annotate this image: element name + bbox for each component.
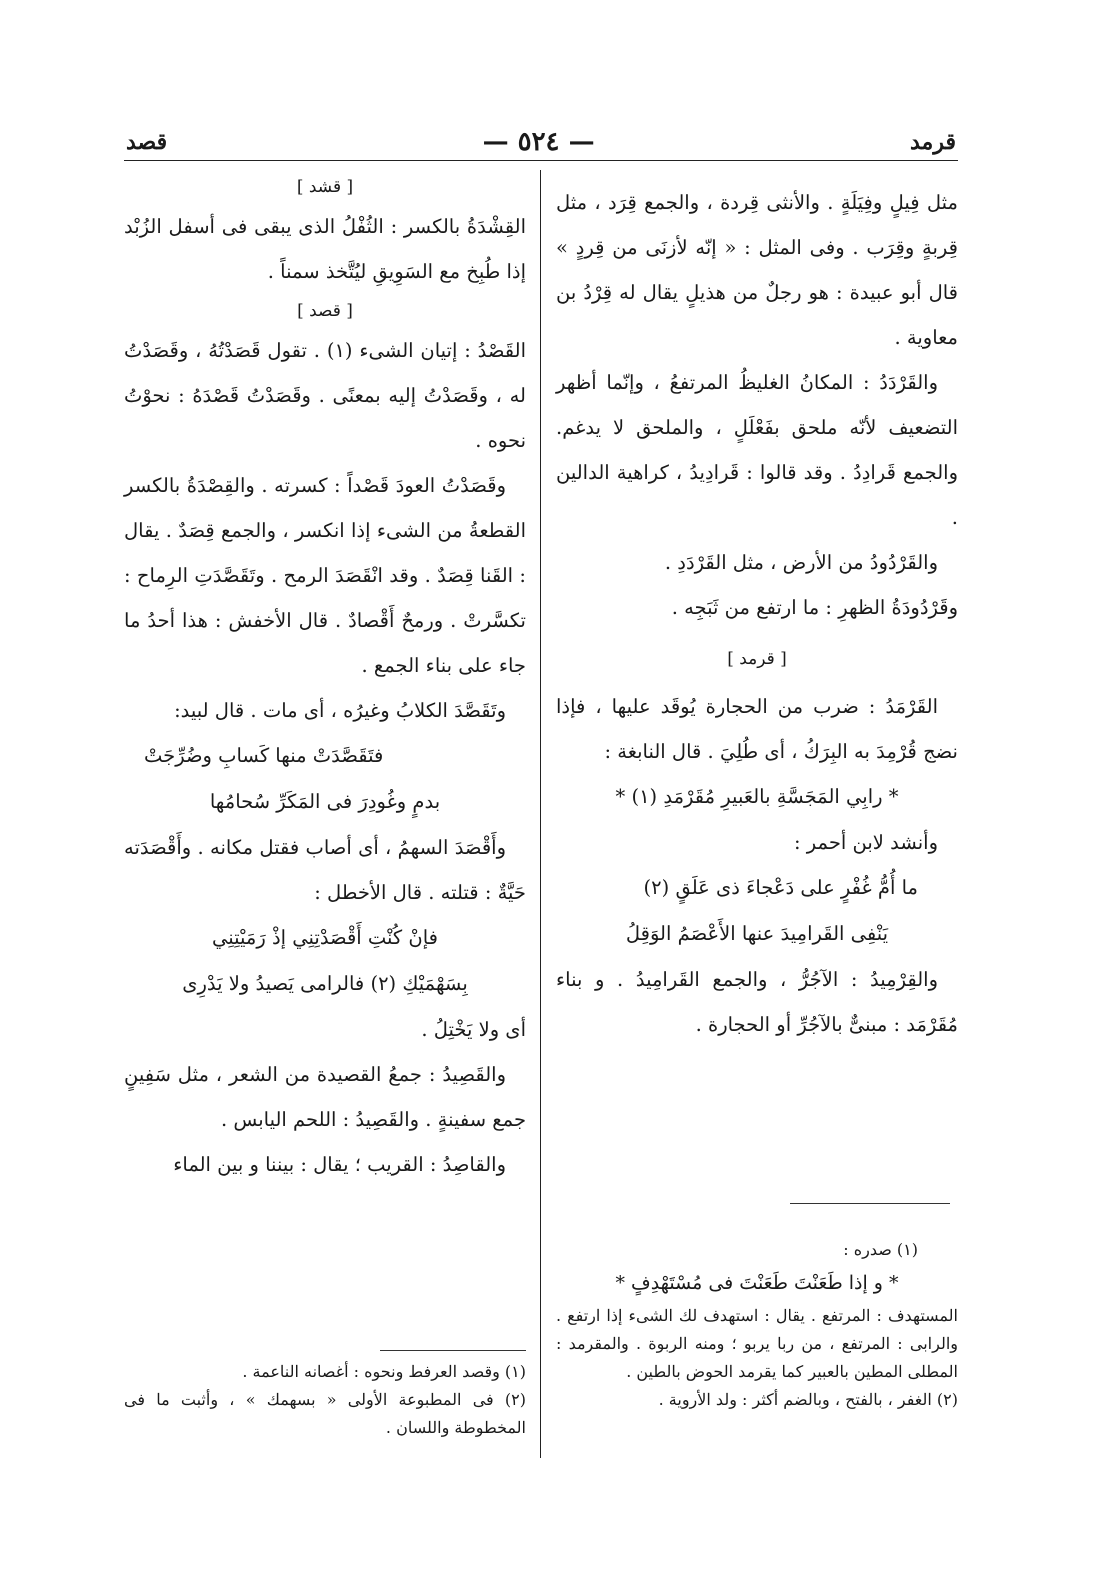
footnote-verse: * و إذا طَعَنْتَ طَعَنْتَ فى مُسْتَهْدِفٍ *: [615, 1272, 899, 1294]
entry-paragraph: والقَصِيدُ : جمعُ القصيدة من الشعر ، مثل سَفِينٍ جمع سفينةٍ . والقَصِيدُ : اللحم اليابس .: [124, 1063, 526, 1131]
entry-paragraph: وأَقْصَدَ السهمُ ، أى أصاب فقتل مكانه . وأَقْصَدَته حَيَّةٌ : قتلته . قال الأخطل :: [124, 836, 526, 904]
entry-paragraph: وأنشد لابن أحمر :: [794, 831, 938, 854]
column-divider: [540, 170, 541, 1458]
entry-paragraph: وتَقَصَّدَ الكلابُ وغيرُه ، أى مات . قال لبيد:: [174, 699, 506, 722]
page-header: [126, 124, 956, 160]
page-number: — ٥٢٤ —: [482, 127, 595, 157]
entry-paragraph: والقَرْدُودُ من الأرض ، مثل القَرْدَدِ .: [664, 551, 938, 574]
poem-verse: ما أُمُّ غُفْرٍ على دَعْجاءَ ذى عَلَقٍ (٢): [643, 876, 918, 899]
right-column: [556, 180, 958, 1047]
poem-verse: * رابِي المَجَسَّةِ بالعَبيرِ مُقَرْمَدِ (١) *: [615, 785, 899, 808]
footnote-rule: [790, 1203, 950, 1204]
entry-paragraph: وقَصَدْتُ العودَ قَصْداً : كسرته . والقِصْدَةُ بالكسر القطعةُ من الشىء إذا انكسر ، والجمع قِصَدٌ . يقال : القَنا قِصَدٌ . وقد انْقَصَدَ الرمح . وتَقَصَّدَتِ الرِماح : تكسَّرتْ . ورمحٌ أَقْصادٌ . قال الأخفش : هذا أحدُ ما جاء على بناء الجمع .: [124, 474, 526, 677]
poem-verse: أى ولا يَخْتِلُ .: [421, 1018, 526, 1041]
poem-verse: فتَقَصَّدَتْ منها كَسابِ وضُرِّجَتْ: [144, 744, 384, 767]
entry-paragraph: وقَرْدُودَةُ الظهرِ : ما ارتفع من ثَبَجِه .: [671, 596, 958, 619]
header-right-word: قرمد: [910, 129, 956, 155]
footnote: (٢) الغفر ، بالفتح ، وبالضم أكثر : ولد الأروية .: [658, 1390, 958, 1409]
footnote-rule: [380, 1350, 526, 1351]
poem-verse: فإنْ كُنْتِ أَقْصَدْتِنِي إذْ رَمَيْتِنِي: [211, 926, 438, 949]
entry-paragraph: القَصْدُ : إتيان الشىء (١) . تقول قَصَدْتُهُ ، وقَصَدْتُ له ، وقَصَدْتُ إليه بمعنًى . وقَصَدْتُ قَصْدَهُ : نحوْتُ نحوه .: [124, 339, 527, 452]
header-left-word: قصد: [126, 129, 168, 155]
right-footnotes: [556, 1236, 958, 1414]
entry-heading-qashad: [ قشد ]: [296, 177, 354, 197]
poem-verse: بِسَهْمَيْكِ (٢) فالرامى يَصيدُ ولا يَدْرِى: [182, 972, 468, 995]
footnote: (٢) فى المطبوعة الأولى « بسهمك » ، وأثبت ما فى المخطوطة واللسان .: [124, 1390, 526, 1437]
footnote: (١) وقصد العرفط ونحوه : أغصانه الناعمة .: [242, 1362, 526, 1381]
poem-verse: بدمٍ وغُودِرَ فى المَكَرِّ سُحامُها: [209, 790, 441, 813]
entry-paragraph: والقاصِدُ : القريب ؛ يقال : بيننا و بين الماء: [173, 1153, 506, 1176]
left-column: [124, 170, 526, 1187]
footnote: المستهدف : المرتفع . يقال : استهدف لك الشىء إذا ارتفع . والرابى : المرتفع ، من ربا يربو ؛ ومنه الربوة . والمقرمد : المطلى المطين بالعبير كما يقرمد الحوض بالطين .: [556, 1306, 958, 1381]
entry-paragraph: والقِرْمِيدُ : الآجُرُّ ، والجمع القَرامِيدُ . و بناء مُقَرْمَد : مبنىٌّ بالآجُرِّ أو الحجارة .: [556, 968, 958, 1036]
entry-heading-qasad: [ قصد ]: [297, 301, 353, 321]
entry-paragraph: والقَرْدَدُ : المكانُ الغليظُ المرتفعُ ، وإنّما أظهر التضعيف لأنّه ملحق بفَعْلَلٍ ، والملحق لا يدغم. والجمع قَرادِدُ . وقد قالوا : قَرادِيدُ ، كراهية الدالين .: [556, 371, 958, 529]
entry-paragraph: القَرْمَدُ : ضرب من الحجارة يُوقَد عليها ، فإذا نضج قُرْمِدَ به البِرَكُ ، أى طُلِيَ . قال النابغة :: [556, 695, 958, 763]
header-rule: [124, 160, 958, 161]
footnote: (١) صدره :: [843, 1240, 918, 1259]
entry-heading-qarmad: [ قرمد ]: [727, 649, 787, 669]
entry-paragraph: القِشْدَةُ بالكسر : الثُفْلُ الذى يبقى فى أسفل الزُبْد إذا طُبِخ مع السَوِيقِ ليُتَّخذ سمناً .: [124, 215, 526, 283]
poem-verse: يَنْفِى القَرامِيدَ عنها الأَعْصَمُ الوَقِلُ: [625, 922, 889, 945]
entry-paragraph: مثل فِيلٍ وفِيَلَةٍ . والأنثى قِردة ، والجمع قِرَد ، مثل قِربةٍ وقِرَب . وفى المثل : « إنّه لأزنَى من قِردٍ » قال أبو عبيدة : هو رجلٌ من هذيلٍ يقال له قِرْدُ بن معاوية .: [556, 191, 958, 349]
left-footnotes: [124, 1358, 526, 1442]
